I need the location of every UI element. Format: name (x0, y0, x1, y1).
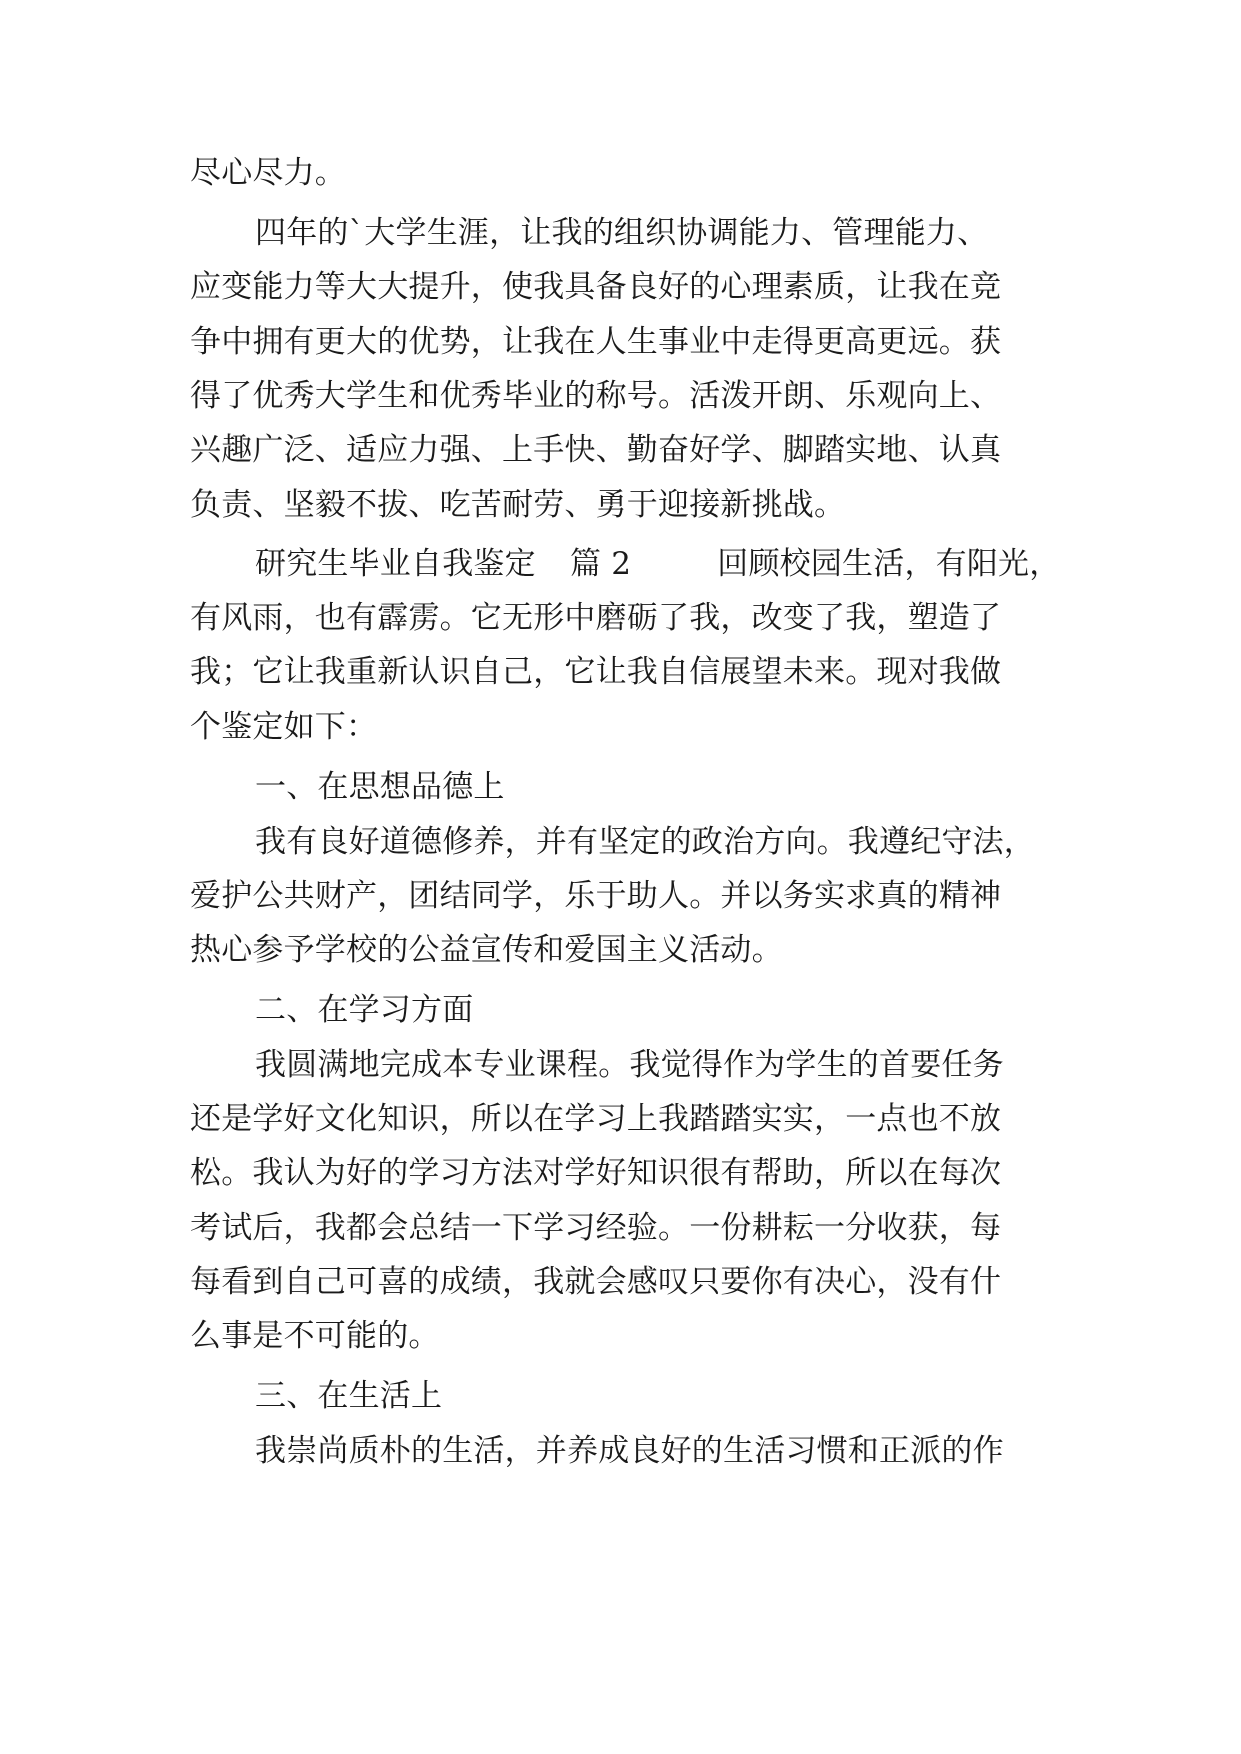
body-line: 兴趣广泛、适应力强、上手快、勤奋好学、脚踏实地、认真 (190, 432, 1002, 468)
body-line: 有风雨，也有霹雳。它无形中磨砺了我，改变了我，塑造了 (190, 600, 1002, 636)
body-line: 我；它让我重新认识自己，它让我自信展望未来。现对我做 (190, 654, 1002, 690)
section-number: 篇 2 (569, 546, 632, 582)
paragraph-line: 四年的`大学生涯，让我的组织协调能力、管理能力、 (255, 215, 989, 251)
body-line: 得了优秀大学生和优秀毕业的称号。活泼开朗、乐观向上、 (190, 378, 1002, 414)
body-line: 应变能力等大大提升，使我具备良好的心理素质，让我在竞 (190, 269, 1002, 305)
body-line: 爱护公共财产，团结同学，乐于助人。并以务实求真的精神 (190, 878, 1002, 914)
body-line: 松。我认为好的学习方法对学好知识很有帮助，所以在每次 (190, 1155, 1002, 1191)
subheading-line: 一、在思想品德上 (255, 769, 505, 805)
section-first-line: 回顾校园生活，有阳光， (717, 546, 1061, 582)
body-line: 个鉴定如下： (190, 709, 378, 745)
section-title: 研究生毕业自我鉴定 (255, 546, 536, 582)
section-heading-line (255, 544, 1060, 584)
body-line: 还是学好文化知识，所以在学习上我踏踏实实，一点也不放 (190, 1101, 1002, 1137)
paragraph-line: 我圆满地完成本专业课程。我觉得作为学生的首要任务 (255, 1047, 1004, 1083)
body-line: 考试后，我都会总结一下学习经验。一份耕耘一分收获，每 (190, 1210, 1002, 1246)
body-line: 尽心尽力。 (190, 155, 346, 191)
body-line: 每看到自己可喜的成绩，我就会感叹只要你有决心，没有什 (190, 1264, 1002, 1300)
paragraph-line: 我有良好道德修养，并有坚定的政治方向。我遵纪守法， (255, 824, 1035, 860)
paragraph-line: 我崇尚质朴的生活，并养成良好的生活习惯和正派的作 (255, 1433, 1004, 1469)
body-line: 负责、坚毅不拔、吃苦耐劳、勇于迎接新挑战。 (190, 487, 846, 523)
subheading-line: 二、在学习方面 (255, 992, 474, 1028)
body-line: 热心参予学校的公益宣传和爱国主义活动。 (190, 932, 783, 968)
subheading-line: 三、在生活上 (255, 1378, 443, 1414)
body-line: 争中拥有更大的优势，让我在人生事业中走得更高更远。获 (190, 324, 1002, 360)
body-line: 么事是不可能的。 (190, 1318, 440, 1354)
